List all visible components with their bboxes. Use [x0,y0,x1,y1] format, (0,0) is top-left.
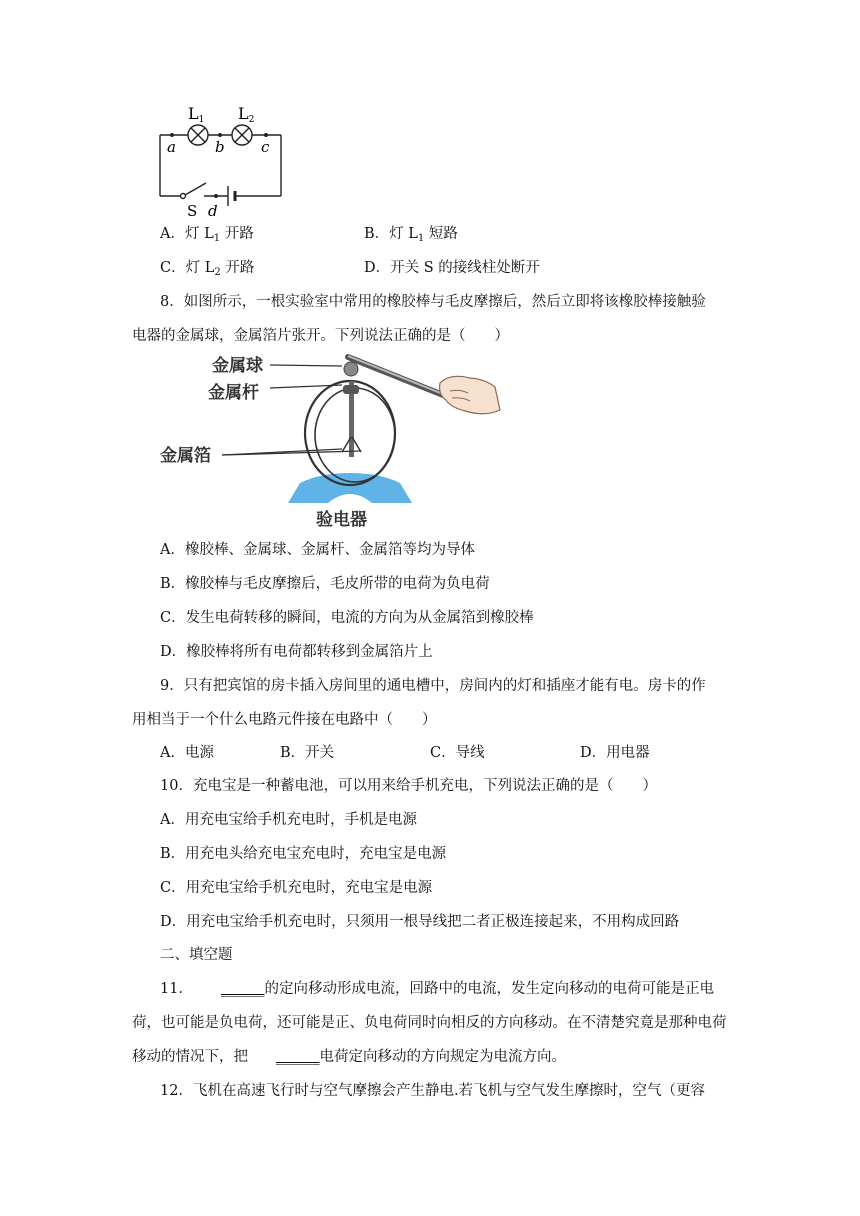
q7-option-a: A．灯 $L_1$ 开路 [160,226,254,244]
q8-stem-line1: 8．如图所示，一根实验室中常用的橡胶棒与毛皮摩擦后，然后立即将该橡胶棒接触验 [160,294,706,310]
label-l2: L2 [238,104,255,125]
switch-lever-icon [185,183,206,195]
q9-option-d: D．用电器 [580,745,650,761]
q9-stem-line2: 用相当于一个什么电路元件接在电路中（ ） [132,712,437,728]
junction-d-icon [214,194,218,198]
q7-option-b: B．灯 $L_1$ 短路 [364,226,458,244]
q9-stem-line1: 9．只有把宾馆的房卡插入房间里的通电槽中，房间内的灯和插座才能有电。房卡的作 [160,678,706,694]
electroscope-figure [150,345,510,535]
metal-ball-icon [344,362,358,376]
hand-icon [440,376,500,413]
q10-option-d: D．用充电宝给手机充电时，只须用一根导线把二者正极连接起来，不用构成回路 [160,914,680,930]
q11-blank-2[interactable]: ______ [276,1049,320,1065]
label-metal-rod: 金属杆 [208,383,259,403]
junction-b-icon [218,133,222,137]
label-metal-foil: 金属箔 [160,446,211,466]
q10-option-a: A．用充电宝给手机充电时，手机是电源 [160,812,417,828]
label-s: S [187,202,198,220]
electroscope-ring-inner-icon [315,388,395,482]
q9-option-c: C．导线 [430,745,485,761]
q8-option-c: C．发生电荷转移的瞬间，电流的方向为从金属箔到橡胶棒 [160,610,534,626]
label-b: b [215,138,225,156]
q7-option-c: C．灯 $L_2$ 开路 [160,260,255,278]
switch-contact-icon [181,194,186,199]
q11-paragraph: 11． ______的定向移动形成电流，回路中的电流，发生定向移动的电荷可能是正电荷，也可能是负电荷，还可能是正、负电荷同时向相反的方向移动。在不清楚究竟是那种电荷移动的情况下，把 ______电荷定向移动的方向规定为电流方向。 [132,972,732,1074]
q9-option-a: A．电源 [160,745,214,761]
q7-option-d: D．开关 S 的接线柱处断开 [364,260,540,276]
circuit-diagram [150,95,295,220]
label-metal-ball: 金属球 [212,356,263,376]
section-title: 二、填空题 [160,947,233,963]
q8-option-a: A．橡胶棒、金属球、金属杆、金属箔等均为导体 [160,542,475,558]
q11-blank-1[interactable]: ______ [220,981,265,997]
label-d: d [208,202,218,220]
q12-stem: 12．飞机在高速飞行时与空气摩擦会产生静电.若飞机与空气发生摩擦时，空气（更容 [160,1083,706,1099]
electroscope-base-icon [288,473,412,503]
label-c: c [261,138,270,156]
label-a: a [167,138,176,156]
q8-option-d: D．橡胶棒将所有电荷都转移到金属箔片上 [160,644,433,660]
label-l1: L1 [188,104,205,125]
q9-option-b: B．开关 [280,745,335,761]
q10-stem: 10．充电宝是一种蓄电池，可以用来给手机充电，下列说法正确的是（ ） [160,778,657,794]
q10-option-c: C．用充电宝给手机充电时，充电宝是电源 [160,880,433,896]
q8-option-b: B．橡胶棒与毛皮摩擦后，毛皮所带的电荷为负电荷 [160,576,490,592]
figure-caption: 验电器 [316,510,367,530]
q8-stem-line2: 电器的金属球，金属箔片张开。下列说法正确的是（ ） [132,328,509,344]
junction-c-icon [264,133,268,137]
junction-a-icon [170,133,174,137]
q10-option-b: B．用充电头给充电宝充电时，充电宝是电源 [160,846,447,862]
